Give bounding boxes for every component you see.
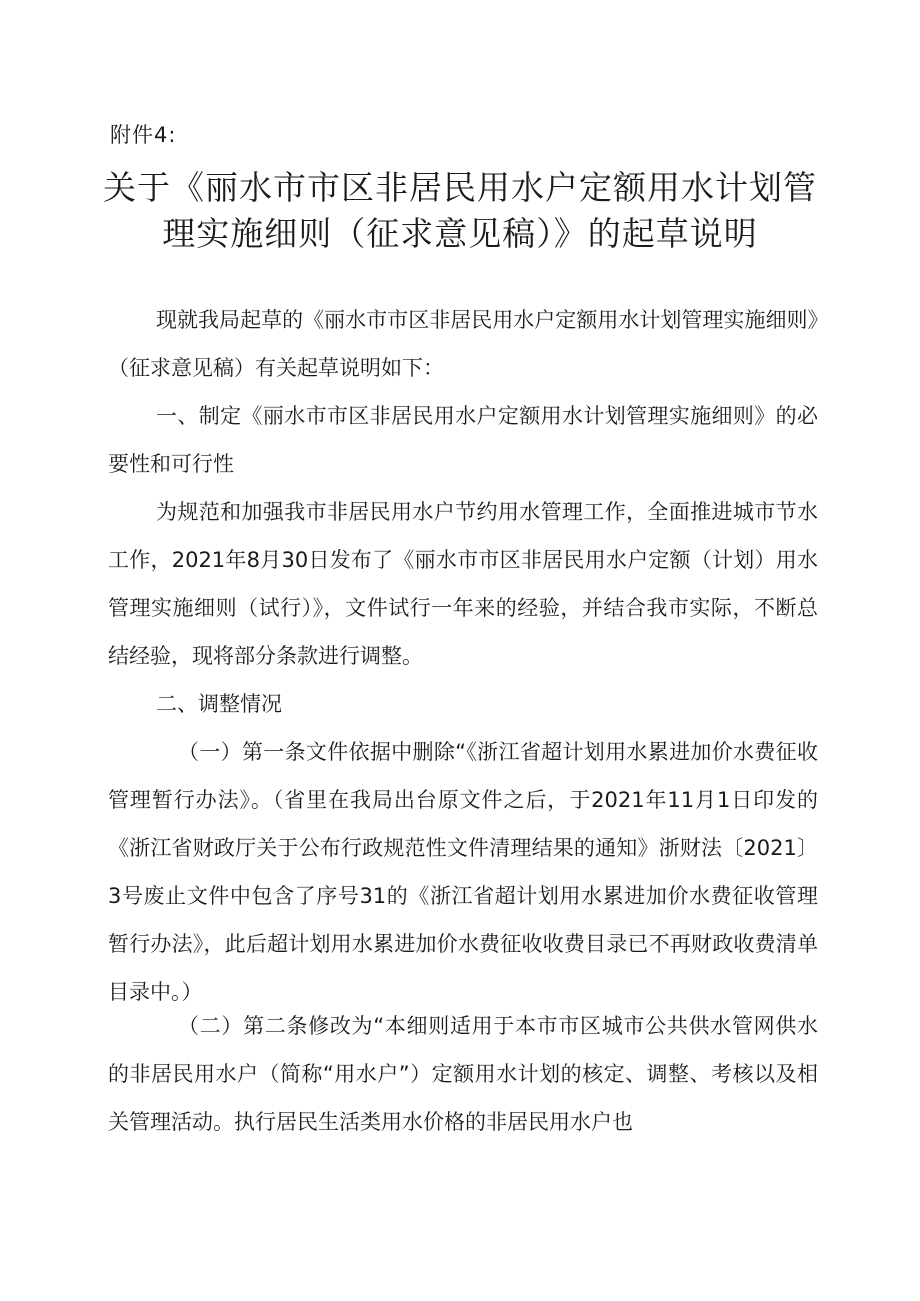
body-paragraph-1: 为规范和加强我市非居民用水户节约用水管理工作，全面推进城市节水工作，2021年8月30日发布了《丽水市市区非居民用水户定额（计划）用水管理实施细则（试行）》，文件试行一年来的经验，并结合我市实际，不断总结经验，现将部分条款进行调整。 <box>108 500 818 668</box>
adjustment-item-1: （一）第一条文件依据中删除“《浙江省超计划用水累进加价水费征收管理暂行办法》。（省里在我局出台原文件之后，于2021年11月1日印发的《浙江省财政厅关于公布行政规范性文件清理结果的通知》浙财法〔2021〕3号废止文件中包含了序号31的《浙江省超计划用水累进加价水费征收管理暂行办法》，此后超计划用水累进加价水费征收收费目录已不再财政收费清单目录中。） <box>108 740 818 1004</box>
adjustment-item-2: （二）第二条修改为“本细则适用于本市市区城市公共供水管网供水的非居民用水户（简称“用水户”）定额用水计划的核定、调整、考核以及相关管理活动。执行居民生活类用水价格的非居民用水户也 <box>108 1014 818 1134</box>
attachment-label: 附件4: <box>110 123 177 147</box>
document-title-line-1: 关于《丽水市市区非居民用水户定额用水计划管 <box>103 168 817 207</box>
document-body <box>108 296 818 1016</box>
section-heading-2: 二、调整情况 <box>156 692 282 716</box>
document-body-continued <box>108 1002 818 1146</box>
section-heading-1: 一、制定《丽水市市区非居民用水户定额用水计划管理实施细则》的必要性和可行性 <box>108 404 818 476</box>
intro-paragraph: 现就我局起草的《丽水市市区非居民用水户定额用水计划管理实施细则》（征求意见稿）有关起草说明如下： <box>108 308 818 380</box>
document-title-line-2: 理实施细则（征求意见稿）》的起草说明 <box>162 214 758 253</box>
